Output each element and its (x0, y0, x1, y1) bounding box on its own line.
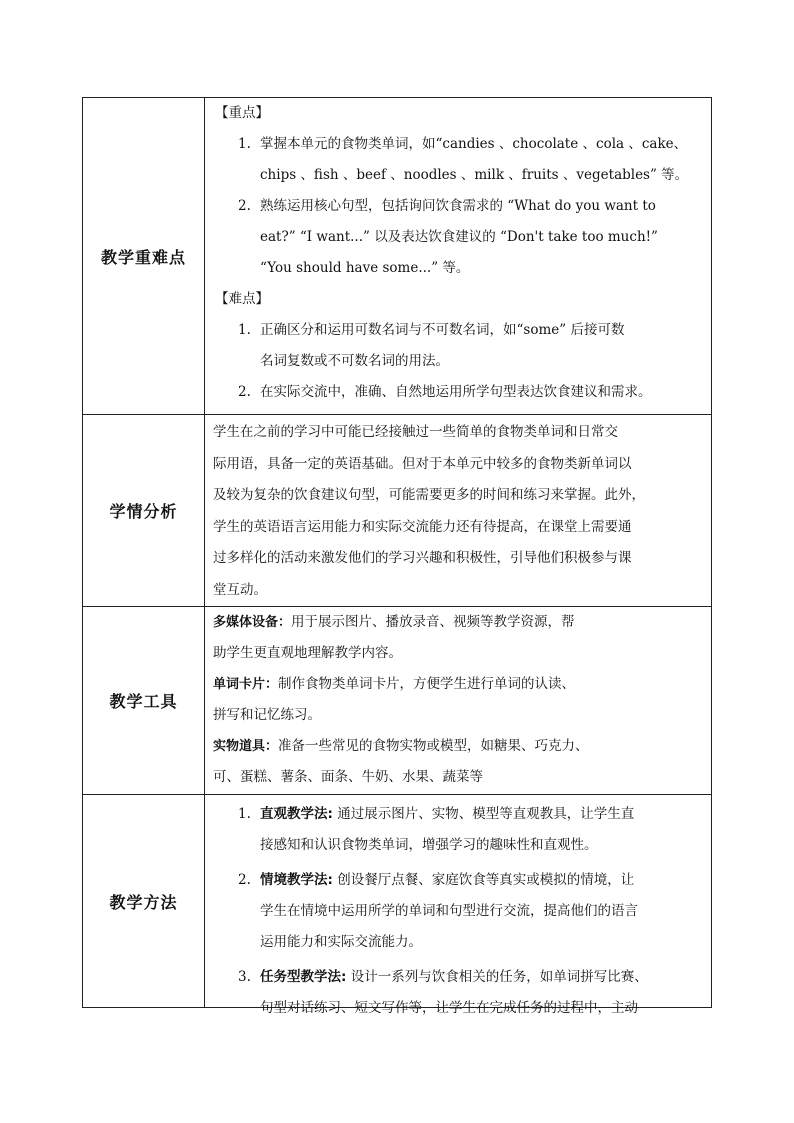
lesson-plan-table (82, 97, 712, 1016)
tool-item: 实物道具：准备一些常见的食物实物或模型，如糖果、巧克力、 可、蛋糕、薯条、面条、牛奶、水果、蔬菜等 (213, 738, 589, 785)
tools-content (205, 607, 711, 794)
row-label-key-points: 教学重难点 (83, 98, 205, 415)
method-item: 2. 情境教学法: 创设餐厅点餐、家庭饮食等真实或模拟的情境，让 学生在情境中运用所学的单词和句型进行交流，提高他们的语言 运用能力和实际交流能力。 (238, 872, 638, 950)
row-label-analysis: 学情分析 (83, 415, 205, 607)
method-item: 1. 直观教学法: 通过展示图片、实物、模型等直观教具，让学生直 接感知和认识食物类单词，增强学习的趣味性和直观性。 (238, 806, 635, 853)
table-row-tools (83, 607, 712, 795)
focus-item: 2. 熟练运用核心句型，包括询问饮食需求的 “What do you want to eat?” “I want...” 以及表达饮食建议的 “Don't take too much!” “You should have some...” 等。 (238, 198, 658, 276)
table-row-analysis (83, 415, 712, 607)
tool-item: 多媒体设备：用于展示图片、播放录音、视频等教学资源，帮 助学生更直观地理解教学内容。 (213, 614, 575, 661)
methods-content (205, 795, 711, 1016)
tool-item: 单词卡片：制作食物类单词卡片，方便学生进行单词的认读、 拼写和记忆练习。 (213, 676, 576, 723)
table-row-methods (83, 795, 712, 1008)
method-item: 3. 任务型教学法: 设计一系列与饮食相关的任务，如单词拼写比赛、 句型对话练习、短文写作等，让学生在完成任务的过程中，主动 (238, 969, 648, 1016)
difficulty-item: 1. 正确区分和运用可数名词与不可数名词，如“some” 后接可数 名词复数或不可数名词的用法。 (238, 322, 625, 369)
difficulty-item: 2. 在实际交流中，准确、自然地运用所学句型表达饮食建议和需求。 (238, 384, 652, 400)
analysis-content: 学生在之前的学习中可能已经接触过一些简单的食物类单词和日常交 际用语，具备一定的英语基础。但对于本单元中较多的食物类新单词以 及较为复杂的饮食建议句型，可能需要更多的时间和练习来掌握。此外， 学生的英语语言运用能力和实际交流能力还有待提高，在课堂上需要通 过多样化的活动来激发他们的学习兴趣和积极性，引导他们积极参与课 堂互动。 (213, 424, 645, 598)
difficulty-heading: 【难点】 (215, 291, 269, 307)
table-row-key-points (83, 98, 712, 415)
focus-heading: 【重点】 (215, 105, 269, 121)
row-label-tools: 教学工具 (83, 607, 205, 795)
focus-item: 1. 掌握本单元的食物类单词，如“candies 、chocolate 、cola 、cake、 chips 、fish 、beef 、noodles 、milk 、fruits 、vegetables” 等。 (238, 136, 689, 183)
key-points-content (205, 98, 711, 414)
row-label-methods: 教学方法 (83, 795, 205, 1008)
